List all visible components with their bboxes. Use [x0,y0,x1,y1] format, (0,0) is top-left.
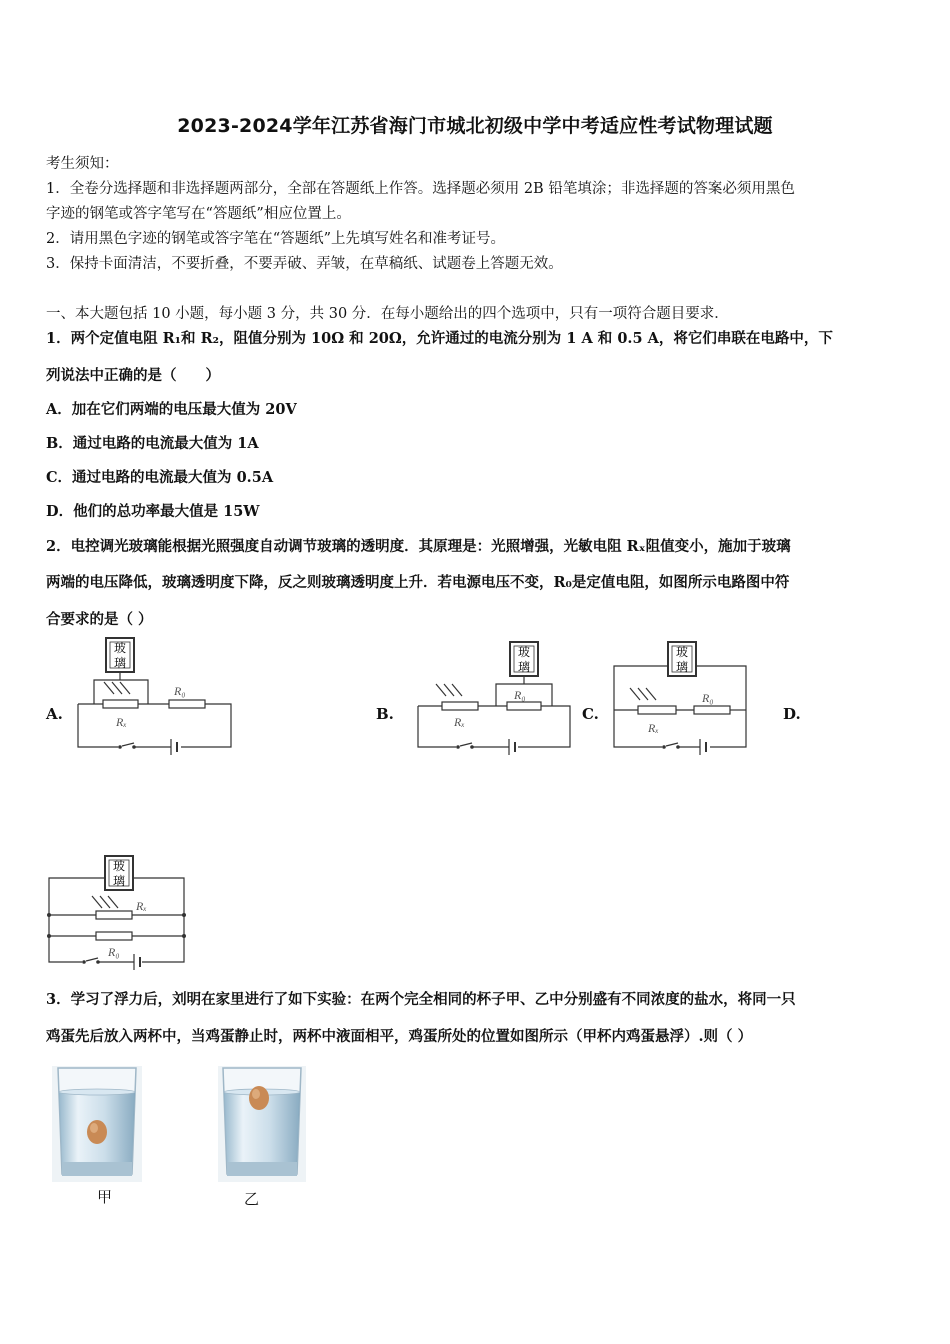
rx-label: Rₓ [136,899,147,913]
cup-yi-label: 乙 [244,1190,260,1208]
q1-option-b: B．通过电路的电流最大值为 1A [46,435,259,452]
q2-label-b: B. [376,705,394,723]
q3-line-2: 鸡蛋先后放入两杯中，当鸡蛋静止时，两杯中液面相平，鸡蛋所处的位置如图所示（甲杯内鸡蛋悬浮）.则（ ） [46,1028,753,1045]
q2-label-a: A. [46,705,63,723]
glass-label-top: 玻 [113,859,126,873]
rx-label: Rₓ [454,715,465,729]
notice-line-2: 2．请用黑色字迹的钢笔或答字笔在“答题纸”上先填写姓名和准考证号。 [46,231,506,247]
r0-label: R₀ [108,945,120,959]
q2-line-1: 2．电控调光玻璃能根据光照强度自动调节玻璃的透明度．其原理是：光照增强，光敏电阻 Rₓ阻值变小，施加于玻璃 [46,538,791,555]
circuit-c [606,636,754,758]
egg-yi [249,1086,269,1110]
q1-line-1: 1．两个定值电阻 R₁和 R₂，阻值分别为 10Ω 和 20Ω，允许通过的电流分别为 1 A 和 0.5 A，将它们串联在电路中，下 [46,330,833,347]
cup-jia-image [52,1066,142,1182]
r0-label: R₀ [174,684,186,698]
q2-line-3: 合要求的是（ ） [46,611,153,628]
glass-label-bottom: 璃 [518,660,531,674]
section-heading: 一、本大题包括 10 小题，每小题 3 分，共 30 分．在每小题给出的四个选项中，只有一项符合题目要求． [46,306,729,322]
glass-label-bottom: 璃 [113,874,126,888]
glass-label-top: 玻 [114,641,127,655]
q1-line-2: 列说法中正确的是（ ） [46,367,220,384]
q1-option-c: C．通过电路的电流最大值为 0.5A [46,469,274,486]
q2-line-2: 两端的电压降低，玻璃透明度下降，反之则玻璃透明度上升．若电源电压不变，R₀是定值电阻，如图所示电路图中符 [46,574,790,591]
r0-label: R₀ [514,688,526,702]
circuit-a [70,636,240,758]
notice-line-1b: 字迹的钢笔或答字笔写在“答题纸”相应位置上。 [46,206,351,222]
q1-option-d: D．他们的总功率最大值是 15W [46,503,260,520]
cup-jia-label: 甲 [97,1188,113,1206]
notice-line-3: 3．保持卡面清洁，不要折叠，不要弄破、弄皱，在草稿纸、试题卷上答题无效。 [46,256,563,272]
notice-line-1a: 1．全卷分选择题和非选择题两部分，全部在答题纸上作答。选择题必须用 2B 铅笔填涂；非选择题的答案必须用黑色 [46,181,795,197]
page-title: 2023-2024学年江苏省海门市城北初级中学中考适应性考试物理试题 [177,115,773,137]
r0-label: R₀ [702,691,714,705]
q2-label-d: D. [783,705,801,723]
circuit-b [410,636,578,758]
glass-label-bottom: 璃 [114,656,127,670]
cup-yi-image [218,1066,306,1182]
glass-label-bottom: 璃 [676,660,689,674]
circuit-d [44,852,189,974]
glass-label-top: 玻 [518,645,531,659]
q3-line-1: 3．学习了浮力后，刘明在家里进行了如下实验：在两个完全相同的杯子甲、乙中分别盛有不同浓度的盐水，将同一只 [46,991,796,1008]
glass-label-top: 玻 [676,645,689,659]
q2-label-c: C. [582,705,599,723]
egg-jia [87,1120,107,1144]
rx-label: Rₓ [116,715,127,729]
q1-option-a: A．加在它们两端的电压最大值为 20V [46,401,297,418]
notice-heading: 考生须知： [46,156,119,172]
rx-label: Rₓ [648,721,659,735]
